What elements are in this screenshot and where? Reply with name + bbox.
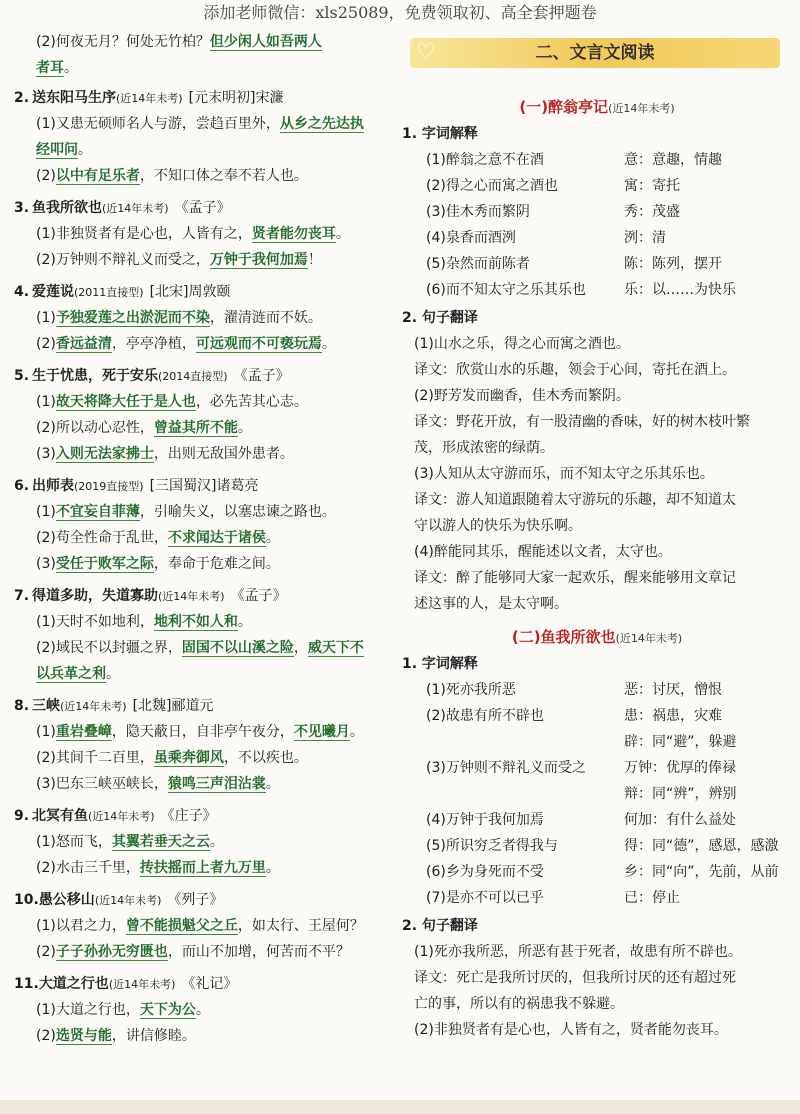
answer-line [36, 308, 322, 328]
plain-text: ，必先苦其心志。 [195, 394, 308, 410]
translation-line: (3)人知从太守游而乐，而不知太守之乐其乐也。 [414, 466, 714, 482]
item-exam-note: (近14年未考) [94, 894, 162, 907]
translation-line: 译文：野花开放，有一股清幽的香味，好的树木枝叶繁 [414, 414, 750, 430]
highlighted-answer: 予独爱莲之出淤泥而不染 [55, 310, 210, 326]
term-definition: 洌：清 [624, 230, 666, 246]
answer-line [36, 114, 364, 134]
item-heading [14, 974, 237, 995]
plain-text: (1)大道之行也， [36, 1002, 140, 1018]
translation-line: (1)死亦我所恶，所恶有甚于死者，故患有所不辟也。 [414, 944, 742, 960]
plain-text: 。 [195, 1002, 210, 1018]
item-number: 11. [14, 976, 39, 992]
highlighted-answer: 选贤与能 [55, 1028, 112, 1044]
item-number: 10. [14, 892, 39, 908]
term-phrase: (2)得之心而寓之酒也 [426, 178, 558, 194]
term-definition: 辩：同“辨”，辨别 [624, 786, 737, 802]
plain-text: 。 [321, 336, 336, 352]
plain-text: ，如太行、王屋何？ [237, 918, 364, 934]
item-number: 8. [14, 698, 30, 714]
plain-text: ，亭亭净植， [111, 336, 196, 352]
highlighted-answer: 其翼若垂天之云 [111, 834, 210, 850]
translation-line: (2)野芳发而幽香，佳木秀而繁阴。 [414, 388, 630, 404]
plain-text: ， [293, 640, 308, 656]
answer-line [36, 832, 224, 852]
highlighted-answer: 可远观而不可亵玩焉 [195, 336, 322, 352]
item-author: 《孟子》 [233, 368, 290, 384]
term-definition: 秀：茂盛 [624, 204, 680, 220]
section-title [402, 96, 792, 120]
item-title: 出师表 [32, 478, 74, 494]
plain-text: (2)所以动心忍性， [36, 420, 154, 436]
plain-text: 。 [349, 724, 364, 740]
highlighted-answer: 天下为公 [139, 1002, 196, 1018]
item-heading [14, 890, 223, 911]
plain-text: ，隐天蔽日，自非亭午夜分， [111, 724, 294, 740]
item-exam-note: (近14年未考) [116, 92, 183, 105]
term-definition: 已：停止 [624, 890, 680, 906]
item-heading [14, 282, 231, 303]
answer-line [36, 1000, 210, 1020]
term-phrase: (6)而不知太守之乐其乐也 [426, 282, 586, 298]
item-exam-note: (近14年未考) [60, 700, 127, 713]
item-author: 《孟子》 [174, 200, 231, 216]
term-definition: 辟：同“避”，躲避 [624, 734, 737, 750]
term-definition: 何加：有什么益处 [624, 812, 736, 828]
item-title: 大道之行也 [38, 976, 109, 992]
plain-text: (2) [36, 1028, 56, 1044]
answer-line [36, 418, 252, 438]
term-phrase: (7)是亦不可以已乎 [426, 890, 544, 906]
section-banner [410, 38, 780, 68]
plain-text: 。 [237, 614, 252, 630]
item-number: 4. [14, 284, 30, 300]
item-title: 北冥有鱼 [32, 808, 88, 824]
plain-text: ，出则无敌国外患者。 [153, 446, 294, 462]
term-phrase: (4)万钟于我何加焉 [426, 812, 544, 828]
item-heading [14, 198, 231, 219]
highlighted-answer: 虽乘奔御风 [153, 750, 224, 766]
plain-text: (2)域民不以封疆之界， [36, 640, 182, 656]
term-phrase: (1)死亦我所恶 [426, 682, 516, 698]
page-bottom-edge [0, 1100, 800, 1114]
section-title [402, 626, 792, 650]
plain-text: (1) [36, 504, 56, 520]
term-phrase: (2)故患有所不辟也 [426, 708, 544, 724]
plain-text: (3)巴东三峡巫峡长， [36, 776, 168, 792]
plain-text: 。 [265, 530, 280, 546]
plain-text: ，讲信修睦。 [111, 1028, 196, 1044]
highlighted-answer: 曾益其所不能 [153, 420, 238, 436]
translation-line: (2)非独贤者有是心也，人皆有之，贤者能勿丧耳。 [414, 1022, 728, 1038]
item-title: 生于忧患，死于安乐 [32, 368, 158, 384]
plain-text: 。 [237, 420, 252, 436]
plain-text: (2)万钟则不辩礼义而受之， [36, 252, 210, 268]
term-phrase: (6)乡为身死而不受 [426, 864, 544, 880]
highlighted-answer: 者耳 [36, 60, 64, 76]
plain-text: ，不知口体之奉不若人也。 [139, 168, 308, 184]
term-definition: 恶：讨厌，憎恨 [624, 682, 722, 698]
item-title: 送东阳马生序 [32, 90, 116, 106]
item-title: 爱莲说 [32, 284, 74, 300]
plain-text: (1)又患无硕师名人与游，尝趋百里外， [36, 116, 280, 132]
section-title-text: (二)鱼我所欲也 [511, 628, 616, 646]
plain-text: (2)其间千二百里， [36, 750, 154, 766]
plain-text: 。 [106, 666, 120, 682]
plain-text: 。 [64, 60, 78, 76]
section-exam-note: (近14年未考) [615, 632, 683, 645]
item-author: 《庄子》 [160, 808, 217, 824]
answer-line [36, 502, 336, 522]
term-phrase: (1)醉翁之意不在酒 [426, 152, 544, 168]
translation-line: 译文：醉了能够同大家一起欢乐，醒来能够用文章记 [414, 570, 736, 586]
translation-line: 亡的事，所以有的祸患我不躲避。 [414, 996, 624, 1012]
highlighted-answer: 曾不能损魁父之丘 [125, 918, 238, 934]
item-heading [14, 476, 259, 497]
highlighted-answer: 重岩叠嶂 [55, 724, 112, 740]
translation-line: (4)醉能同其乐，醒能述以文者，太守也。 [414, 544, 672, 560]
answer-line [36, 334, 336, 354]
item-exam-note: (2014直接型) [158, 370, 228, 383]
highlighted-answer: 不宜妄自菲薄 [55, 504, 140, 520]
item-number: 3. [14, 200, 30, 216]
plain-text: (1)以君之力， [36, 918, 126, 934]
plain-text: ，濯清涟而不妖。 [209, 310, 322, 326]
item-number: 2. [14, 90, 30, 106]
item-exam-note: (近14年未考) [108, 978, 176, 991]
term-phrase: (3)万钟则不辩礼义而受之 [426, 760, 586, 776]
plain-text: 。 [265, 776, 280, 792]
plain-text: 。 [78, 142, 92, 158]
item-heading [14, 586, 287, 607]
section-title-text: (一)醉翁亭记 [519, 98, 609, 116]
highlighted-answer: 故天将降大任于是人也 [55, 394, 196, 410]
item-title: 鱼我所欲也 [32, 200, 102, 216]
plain-text: (2)苟全性命于乱世， [36, 530, 168, 546]
plain-text: ，引喻失义，以塞忠谏之路也。 [139, 504, 336, 520]
translation-line: 译文：死亡是我所讨厌的，但我所讨厌的还有超过死 [414, 970, 736, 986]
plain-text: (2) [36, 944, 56, 960]
highlighted-answer: 固国不以山溪之险 [181, 640, 294, 656]
term-definition: 寓：寄托 [624, 178, 680, 194]
answer-line [36, 664, 120, 684]
item-heading [14, 88, 284, 109]
translation-line: 茂，形成浓密的绿荫。 [414, 440, 554, 456]
highlighted-answer: 入则无法家拂士 [55, 446, 154, 462]
subheading: 1. 字词解释 [402, 126, 478, 142]
answer-line [36, 942, 350, 962]
highlighted-answer: 以中有足乐者 [55, 168, 140, 184]
answer-line [36, 528, 280, 548]
answer-line [36, 612, 252, 632]
item-author: 《礼记》 [181, 976, 238, 992]
plain-text: ，不以疾也。 [223, 750, 308, 766]
highlighted-answer: 抟扶摇而上者九万里 [139, 860, 266, 876]
answer-line [36, 916, 364, 936]
highlighted-answer: 不求闻达于诸侯 [167, 530, 266, 546]
term-phrase: (5)杂然而前陈者 [426, 256, 530, 272]
plain-text: (1) [36, 394, 56, 410]
plain-text: (1)天时不如地利， [36, 614, 154, 630]
term-phrase: (4)泉香而酒洌 [426, 230, 516, 246]
translation-line: 译文：游人知道跟随着太守游玩的乐趣，却不知道太 [414, 492, 736, 508]
item-heading [14, 806, 217, 827]
plain-text: (2)水击三千里， [36, 860, 140, 876]
highlighted-answer: 经叩问 [36, 142, 78, 158]
subheading: 1. 字词解释 [402, 656, 478, 672]
answer-line [36, 392, 308, 412]
term-definition: 万钟：优厚的俸禄 [624, 760, 736, 776]
highlighted-answer: 地利不如人和 [153, 614, 238, 630]
item-exam-note: (近14年未考) [88, 810, 155, 823]
item-title: 愚公移山 [38, 892, 95, 908]
highlighted-answer: 不见曦月 [293, 724, 350, 740]
item-exam-note: (2019直接型) [74, 480, 144, 493]
plain-text: 。 [265, 860, 280, 876]
answer-line [36, 554, 280, 574]
item-heading [14, 696, 214, 717]
answer-line [36, 774, 280, 794]
subheading: 2. 句子翻译 [402, 918, 478, 934]
highlighted-answer: 但少闲人如吾两人 [209, 34, 322, 50]
item-title: 三峡 [32, 698, 60, 714]
plain-text: 。 [335, 226, 350, 242]
plain-text: (1)非独贤者有是心也，人皆有之， [36, 226, 252, 242]
term-definition: 乡：同“向”，先前，从前 [624, 864, 779, 880]
term-phrase: (3)佳木秀而繁阴 [426, 204, 530, 220]
answer-line [36, 140, 92, 160]
plain-text: (2) [36, 336, 56, 352]
plain-text: ，而山不加增，何苦而不平？ [167, 944, 350, 960]
item-author: [三国蜀汉]诸葛亮 [149, 478, 259, 494]
highlighted-answer: 万钟于我何加焉 [209, 252, 308, 268]
item-number: 6. [14, 478, 30, 494]
answer-line [36, 32, 322, 52]
term-definition: 乐：以……为快乐 [624, 282, 736, 298]
translation-line: 述这事的人，是太守啊。 [414, 596, 568, 612]
translation-line: (1)山水之乐，得之心而寓之酒也。 [414, 336, 630, 352]
answer-line [36, 58, 78, 78]
plain-text: (1) [36, 310, 56, 326]
plain-text: (1)怒而飞， [36, 834, 112, 850]
subheading: 2. 句子翻译 [402, 310, 478, 326]
term-definition: 陈：陈列，摆开 [624, 256, 722, 272]
answer-line [36, 748, 308, 768]
term-phrase: (5)所识穷乏者得我与 [426, 838, 558, 854]
answer-line [36, 444, 294, 464]
plain-text: (3) [36, 556, 56, 572]
highlighted-answer: 从乡之先达执 [279, 116, 364, 132]
plain-text: ，奉命于危难之间。 [153, 556, 280, 572]
plain-text: (3) [36, 446, 56, 462]
plain-text: 。 [209, 834, 224, 850]
answer-line [36, 722, 364, 742]
item-author: 《孟子》 [230, 588, 287, 604]
watermark-header: 添加老师微信：xls25089，免费领取初、高全套押题卷 [203, 3, 597, 22]
answer-line [36, 224, 350, 244]
answer-line [36, 250, 322, 270]
plain-text: (2)何夜无月？何处无竹柏？ [36, 34, 210, 50]
answer-line [36, 1026, 196, 1046]
term-definition: 得：同“德”，感恩，感激 [624, 838, 779, 854]
highlighted-answer: 以兵革之利 [36, 666, 106, 682]
plain-text: (1) [36, 724, 56, 740]
item-author: [北魏]郦道元 [132, 698, 214, 714]
answer-line [36, 166, 308, 186]
plain-text: (2) [36, 168, 56, 184]
answer-line [36, 858, 280, 878]
item-author: 《列子》 [167, 892, 224, 908]
highlighted-answer: 香远益清 [55, 336, 112, 352]
heart-icon: ♡ [416, 40, 436, 65]
translation-line: 守以游人的快乐为快乐啊。 [414, 518, 582, 534]
item-author: [元末明初]宋濂 [188, 90, 284, 106]
highlighted-answer: 猿鸣三声泪沾裳 [167, 776, 266, 792]
item-exam-note: (近14年未考) [158, 590, 225, 603]
term-definition: 患：祸患，灾难 [624, 708, 722, 724]
highlighted-answer: 威天下不 [307, 640, 364, 656]
item-title: 得道多助，失道寡助 [32, 588, 158, 604]
highlighted-answer: 子子孙孙无穷匮也 [55, 944, 168, 960]
banner-title: 二、文言文阅读 [535, 43, 655, 63]
item-author: [北宋]周敦颐 [149, 284, 231, 300]
answer-line [36, 638, 364, 658]
item-number: 7. [14, 588, 30, 604]
item-number: 5. [14, 368, 30, 384]
highlighted-answer: 贤者能勿丧耳 [251, 226, 336, 242]
section-exam-note: (近14年未考) [608, 102, 675, 115]
term-definition: 意：意趣，情趣 [624, 152, 722, 168]
item-number: 9. [14, 808, 30, 824]
plain-text: ！ [307, 252, 322, 268]
highlighted-answer: 受任于败军之际 [55, 556, 154, 572]
item-heading [14, 366, 290, 387]
item-exam-note: (近14年未考) [102, 202, 169, 215]
item-exam-note: (2011直接型) [74, 286, 144, 299]
translation-line: 译文：欣赏山水的乐趣，领会于心间，寄托在酒上。 [414, 362, 736, 378]
